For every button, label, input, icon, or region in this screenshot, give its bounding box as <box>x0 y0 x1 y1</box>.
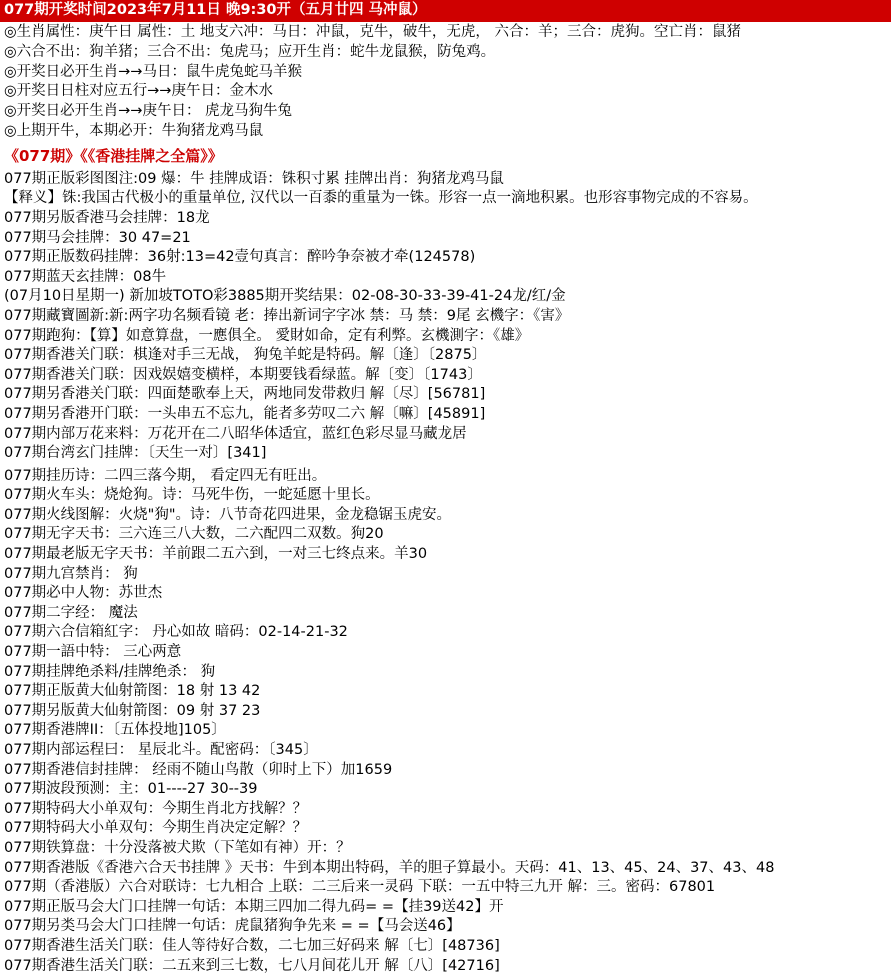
document-body <box>0 22 891 976</box>
content-line: (07月10日星期一) 新加坡TOTO彩3885期开奖结果：02-08-30-33-39-41-24龙/红/金 <box>4 288 566 305</box>
content-line: 077期香港关门联：棋逢对手三无战， 狗兔羊蛇是特码。解〔逢〕〔2875〕 <box>4 347 487 364</box>
content-line: 077期（香港版）六合对联诗：七九相合 上联：二三后来一灵码 下联：一五中特三九开 解：三。密码：67801 <box>4 879 716 896</box>
intro-line: ◎开奖日必开生肖→→庚午日： 虎龙马狗牛兔 <box>4 103 293 120</box>
content-line: 077期挂历诗：二四三落今期， 看定四无有旺出。 <box>4 467 327 484</box>
content-line: 077期跑狗：【算】如意算盘，一應俱全。 愛財如命，定有利弊。玄機測字：《雄》 <box>4 327 530 344</box>
content-line: 077期藏寶圖新:新:两字功名频看镜 老：捧出新词字字冰 禁：马 禁：9尾 玄機字：《害》 <box>4 307 570 324</box>
content-line: 077期内部运程曰： 星辰北斗。配密码：〔345〕 <box>4 742 318 758</box>
content-line: 077期马会挂牌：30 47=21 <box>4 229 191 246</box>
intro-line: ◎开奖日必开生肖→→马日：鼠牛虎兔蛇马羊猴 <box>4 63 302 80</box>
content-line: 077期另版香港马会挂牌：18龙 <box>4 209 210 226</box>
content-line: 077期波段预测：主：01----27 30--39 <box>4 781 258 798</box>
content-line: 077期正版数码挂牌：36射:13=42壹句真言：醉吟争奈被才牵(124578) <box>4 249 476 266</box>
content-line: 077期正版彩图图注:09 爆：牛 挂牌成语：铢积寸累 挂牌出肖：狗猪龙鸡马鼠 <box>4 170 504 187</box>
header-bar <box>0 0 891 22</box>
content-line: 077期香港关门联：因戏娱嬉变横样，本期要钱看绿蓝。解〔变〕〔1743〕 <box>4 366 482 383</box>
content-line: 077期必中人物：苏世杰 <box>4 585 163 602</box>
content-line: 077期香港生活关门联：二五来到三七数，七八月间花儿开 解〔八〕[42716] <box>4 957 500 974</box>
content-line: 077期九宫禁肖： 狗 <box>4 565 138 582</box>
content-line: 077期香港信封挂牌： 经雨不随山鸟散（卯时上下）加1659 <box>4 761 393 778</box>
content-line: 077期香港生活关门联：佳人等待好合数，二七加三好码来 解〔七〕[48736] <box>4 937 500 954</box>
content-line: 077期正版马会大门口挂牌一句话：本期三四加二得九码= =【挂39送42】开 <box>4 898 504 915</box>
section-title: 《077期》《《香港挂牌之全篇》》 <box>4 146 223 165</box>
intro-line: ◎开奖日日柱对应五行→→庚午日：金木水 <box>4 83 273 100</box>
content-line: 077期挂牌绝杀料/挂牌绝杀： 狗 <box>4 663 216 680</box>
content-line: 077期火车头：烧炝狗。诗：马死牛伤，一蛇延愿十里长。 <box>4 487 380 504</box>
content-line: 077期特码大小单双句：今期生肖决定定解？？ <box>4 820 308 837</box>
content-line: 077期火线图解：火烧"狗"。诗：八节奇花四进果，金龙稳锯玉虎安。 <box>4 506 452 523</box>
intro-line: ◎生肖属性：庚午日 属性：土 地支六冲：马日：冲鼠，克牛，破牛，无虎， 六合：羊；三合：虎狗。空亡肖：鼠猪 <box>4 24 741 40</box>
content-line: 077期正版黄大仙射箭图：18 射 13 42 <box>4 683 261 700</box>
content-line: 077期内部万花来料：万花开在二八昭华体适宜，蓝红色彩尽显马藏龙居 <box>4 425 467 442</box>
intro-block <box>4 23 887 142</box>
content-line: 077期铁算盘：十分没落被犬欺（下笔如有神）开：？ <box>4 839 351 856</box>
intro-line: ◎六合不出：狗羊猪；三合不出：兔虎马；应开生肖：蛇牛龙鼠猴，防兔鸡。 <box>4 43 496 60</box>
content-line: 077期一語中特： 三心两意 <box>4 644 182 661</box>
content-line: 077期二字经： 魔法 <box>4 604 138 621</box>
content-line: 077期另版黄大仙射箭图：09 射 37 23 <box>4 702 261 719</box>
content-line: 077期另类马会大门口挂牌一句话：虎鼠猪狗争先来 = =【马会送46】 <box>4 918 461 935</box>
content-line: 077期特码大小单双句：今期生肖北方找解？？ <box>4 800 308 817</box>
content-line: 077期另香港开门联：一头串五不忘九，能者多劳叹二六 解〔嘛〕[45891] <box>4 405 486 422</box>
content-line: 077期另香港关门联：四面楚歌奉上天，两地同发带救归 解〔尽〕[56781] <box>4 386 486 403</box>
content-line: 077期蓝天玄挂牌：08牛 <box>4 268 167 285</box>
content-line: 077期香港牌II：〔五体投地]105〕 <box>4 722 226 739</box>
content-line: 077期香港版《香港六合天书挂牌 》天书：牛到本期出特码，羊的胆子算最小。天码：41、13、45、24、37、43、48 <box>4 859 775 876</box>
content-line: 077期台湾玄门挂牌：〔天生一对〕[341] <box>4 445 267 462</box>
content-line: 【释义】铢:我国古代极小的重量单位, 汉代以一百黍的重量为一铢。形容一点一滴地积累。也形容事物完成的不容易。 <box>4 190 758 207</box>
content-line: 077期六合信箱紅字： 丹心如故 暗码：02-14-21-32 <box>4 624 348 641</box>
content-block <box>4 170 887 976</box>
content-line: 077期最老版无字天书：羊前跟二五六到，一对三七终点来。羊30 <box>4 546 428 563</box>
header-title: 077期开奖时间2023年7月11日 晚9:30开（五月廿四 马冲鼠） <box>4 2 427 18</box>
content-line: 077期无字天书：三六连三八大数，二六配四二双数。狗20 <box>4 526 384 543</box>
intro-line: ◎上期开牛，本期必开：牛狗猪龙鸡马鼠 <box>4 122 264 139</box>
